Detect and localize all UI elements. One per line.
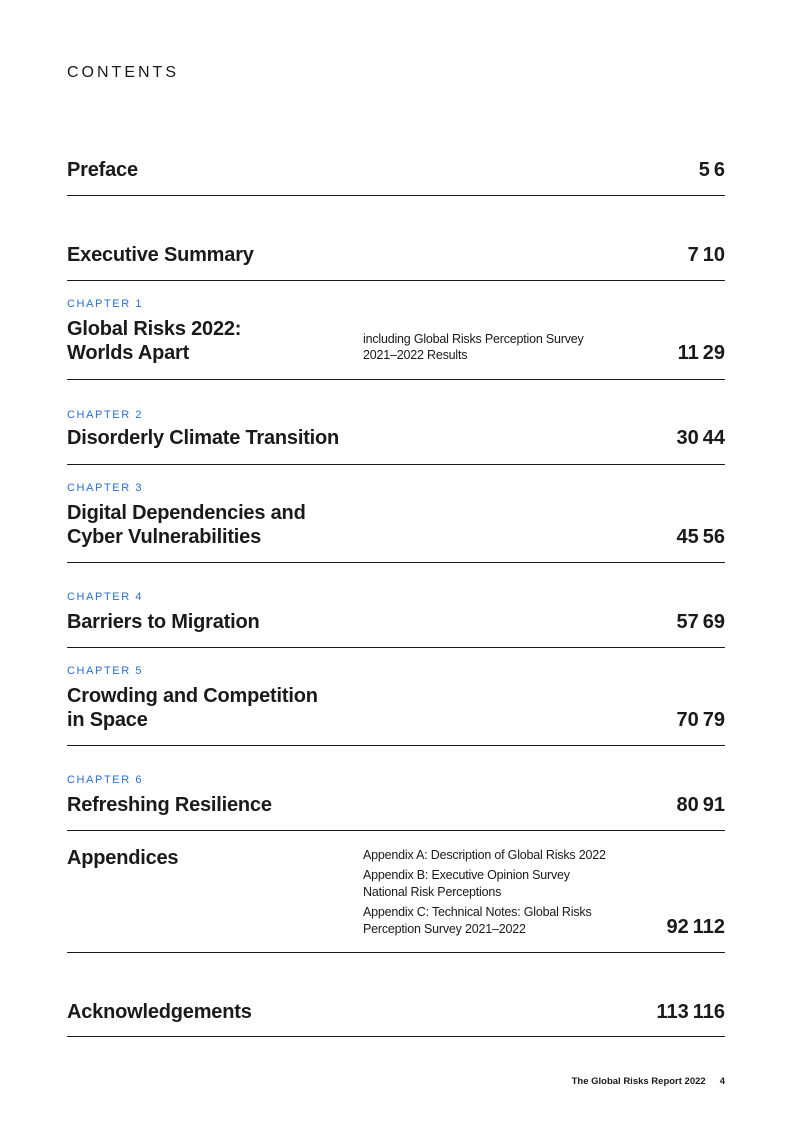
appendix-c-line-2: Perception Survey 2021–2022 (363, 922, 526, 936)
toc-title-preface[interactable]: Preface (67, 159, 138, 181)
toc-title-acknowledgements[interactable]: Acknowledgements (67, 1001, 252, 1023)
appendix-b-line-2: National Risk Perceptions (363, 885, 502, 899)
divider (67, 1036, 725, 1037)
toc-pages-chapter-5[interactable]: 70 79 (676, 709, 725, 731)
chapter-1-description-line-2: 2021–2022 Results (363, 348, 468, 362)
divider (67, 195, 725, 196)
footer-page-number: 4 (719, 1076, 725, 1087)
footer-report-title: The Global Risks Report 2022 (571, 1076, 706, 1087)
page-footer (572, 1076, 725, 1087)
chapter-1-description-line-1: including Global Risks Perception Survey (363, 332, 584, 346)
toc-pages-chapter-2[interactable]: 30 44 (676, 427, 725, 449)
toc-title-chapter-4[interactable]: Barriers to Migration (67, 611, 260, 633)
toc-title-chapter-3-line-1[interactable]: Digital Dependencies and (67, 502, 306, 524)
divider (67, 379, 725, 380)
divider (67, 280, 725, 281)
toc-title-appendices[interactable]: Appendices (67, 847, 179, 869)
toc-pages-chapter-4[interactable]: 57 69 (676, 611, 725, 633)
appendix-b-line-1: Appendix B: Executive Opinion Survey (363, 868, 570, 882)
appendix-a-line: Appendix A: Description of Global Risks 2022 (363, 848, 606, 862)
toc-pages-preface[interactable]: 5 6 (698, 159, 725, 181)
toc-title-chapter-5-line-2[interactable]: in Space (67, 709, 148, 731)
chapter-label-4: CHAPTER 4 (67, 591, 144, 603)
toc-title-chapter-1-line-2[interactable]: Worlds Apart (67, 342, 190, 364)
divider (67, 830, 725, 831)
chapter-label-3: CHAPTER 3 (67, 482, 144, 494)
toc-pages-acknowledgements[interactable]: 113 116 (656, 1001, 725, 1023)
page-heading: CONTENTS (67, 64, 179, 81)
chapter-label-2: CHAPTER 2 (67, 409, 144, 421)
toc-title-chapter-6[interactable]: Refreshing Resilience (67, 794, 272, 816)
toc-pages-appendices[interactable]: 92 112 (666, 916, 725, 938)
toc-pages-chapter-6[interactable]: 80 91 (676, 794, 725, 816)
toc-title-chapter-5-line-1[interactable]: Crowding and Competition (67, 685, 318, 707)
toc-title-chapter-1-line-1[interactable]: Global Risks 2022: (67, 318, 242, 340)
divider (67, 562, 725, 563)
appendix-c-line-1: Appendix C: Technical Notes: Global Risks (363, 905, 592, 919)
divider (67, 464, 725, 465)
chapter-label-5: CHAPTER 5 (67, 665, 144, 677)
divider (67, 647, 725, 648)
divider (67, 745, 725, 746)
divider (67, 952, 725, 953)
toc-pages-chapter-1[interactable]: 11 29 (677, 342, 725, 364)
chapter-label-1: CHAPTER 1 (67, 298, 144, 310)
toc-pages-chapter-3[interactable]: 45 56 (676, 526, 725, 548)
toc-title-chapter-2[interactable]: Disorderly Climate Transition (67, 427, 340, 449)
toc-pages-executive-summary[interactable]: 7 10 (687, 244, 725, 266)
toc-title-executive-summary[interactable]: Executive Summary (67, 244, 254, 266)
chapter-label-6: CHAPTER 6 (67, 774, 144, 786)
toc-title-chapter-3-line-2[interactable]: Cyber Vulnerabilities (67, 526, 262, 548)
